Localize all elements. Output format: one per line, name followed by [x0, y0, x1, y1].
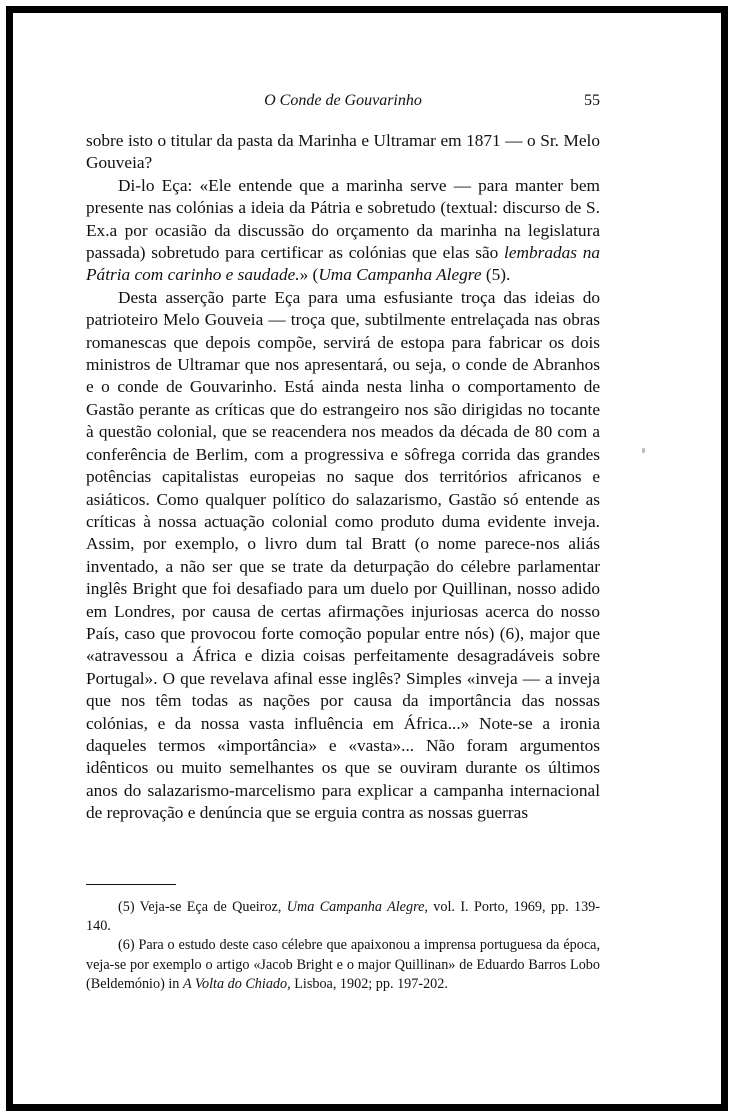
paragraph-2-text-a: Di-lo Eça: «Ele entende que a marinha serve — para manter bem presente nas colónias a ideia da Pátria e sobretudo (textual: discurso de S. Ex.a por ocasião da discussão do orçamento da marinha na legislatura passada) sobretudo para certificar as colónias que elas são	[86, 175, 600, 263]
paragraph-3	[86, 287, 600, 825]
source-italic: Uma Campanha Alegre	[318, 265, 482, 285]
paragraph-2-text-c: (5).	[481, 265, 511, 285]
paragraph-2	[86, 175, 600, 287]
page-number: 55	[584, 92, 600, 109]
footnote-divider	[86, 884, 176, 885]
paragraph-1-text: sobre isto o titular da pasta da Marinha e Ultramar em 1871 — o Sr. Melo Gouveia?	[86, 131, 600, 173]
paragraph-2-text-b: » (	[299, 265, 319, 285]
footnote-5-text-b: vol. I. Porto, 1969, pp. 139-140.	[86, 899, 601, 935]
page-header	[86, 92, 600, 116]
scan-speck	[642, 448, 645, 453]
footnote-6-italic: A Volta do Chiado,	[182, 975, 291, 992]
body-text	[86, 130, 600, 825]
footnote-6-text-b: Lisboa, 1902; pp. 197-202.	[290, 975, 448, 992]
footnote-5	[86, 898, 600, 936]
footnote-5-text-a: (5) Veja-se Eça de Queiroz,	[118, 899, 287, 915]
footnote-6	[86, 936, 600, 994]
paragraph-1	[86, 130, 600, 175]
running-title: O Conde de Gouvarinho	[264, 92, 422, 109]
paragraph-3-text: Desta asserção parte Eça para uma esfusiante troça das ideias do patrioteiro Melo Gouveia — troça que, subtilmente entrelaçada nas obras romanescas que depois compõe, servirá de estopa para fabricar os dois ministros de Ultramar que nos apresentará, ou seja, o conde de Abranhos e o conde de Gouvarinho. Está ainda nesta linha o comportamento de Gastão perante as críticas que do estrangeiro nos são dirigidas no tocante à questão colonial, que se reacendera nos meados da década de 80 com a conferência de Berlim, com a progressiva e sôfrega corrida das grandes potências capitalistas europeias no saque dos territórios africanos e asiáticos. Como qualquer político do salazarismo, Gastão só entende as críticas à nossa actuação colonial como produto duma evidente inveja. Assim, por exemplo, o livro dum tal Bratt (o nome parece-nos aliás inventado, a não ser que se trate da deturpação do célebre parlamentar inglês Bright que foi desafiado para um duelo por Quillinan, nosso adido em Londres, por causa de certas afirmações injuriosas acerca do nosso País, caso que provocou forte comoção popular entre nós) (6), major que «atravessou a África e dizia coisas perfeitamente desagradáveis sobre Portugal». O que revelava afinal esse inglês? Simples «inveja — a inveja que nos têm todas as nações por causa da importância das nossas colónias, e da nossa vasta influência em África...» Note-se a ironia daqueles termos «importância» e «vasta»... Não foram argumentos idênticos ou muito semelhantes os que se ouviram durante os últimos anos do salazarismo-marcelismo para explicar a campanha internacional de reprovação e denúncia que se erguia contra as nossas guerras	[86, 287, 600, 823]
footnote-5-italic: Uma Campanha Alegre,	[286, 899, 428, 915]
footnotes	[86, 898, 600, 994]
footnote-6-text-a: (6) Para o estudo deste caso célebre que apaixonou a imprensa portuguesa da época, veja-se por exemplo o artigo «Jacob Bright e o major Quillinan» de Eduardo Barros Lobo (Beldemónio) in	[86, 937, 600, 992]
quote-italic: lembradas na Pátria com carinho e saudade.	[86, 243, 600, 285]
